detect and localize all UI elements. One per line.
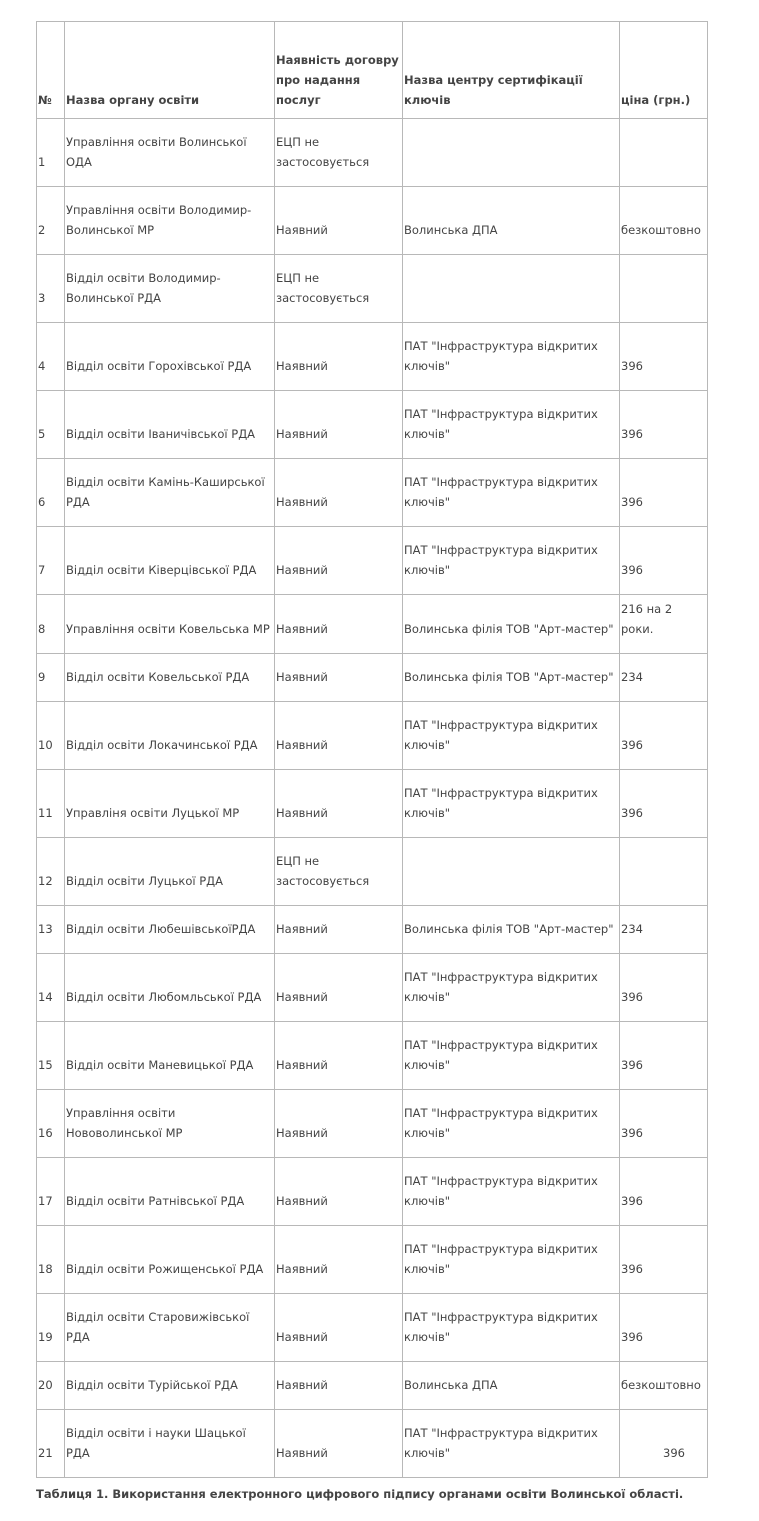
cell-num: 16 <box>37 1090 65 1158</box>
cell-contract: Наявний <box>275 654 403 702</box>
table-row <box>37 1158 708 1226</box>
cell-org: Відділ освіти Старовижівської РДА <box>65 1294 275 1362</box>
cell-center: ПАТ "Інфраструктура відкритих ключів" <box>403 459 620 527</box>
cell-center: ПАТ "Інфраструктура відкритих ключів" <box>403 1090 620 1158</box>
table-row <box>37 702 708 770</box>
table-row <box>37 255 708 323</box>
table-row <box>37 770 708 838</box>
cell-num: 19 <box>37 1294 65 1362</box>
cell-contract: Наявний <box>275 954 403 1022</box>
cell-org: Відділ освіти Володимир-Волинської РДА <box>65 255 275 323</box>
cell-price: 234 <box>620 906 708 954</box>
cell-center: Волинська філія ТОВ "Арт-мастер" <box>403 595 620 654</box>
table-body <box>37 119 708 1478</box>
cell-center: ПАТ "Інфраструктура відкритих ключів" <box>403 1158 620 1226</box>
cell-org: Відділ освіти Луцької РДА <box>65 838 275 906</box>
cell-num: 7 <box>37 527 65 595</box>
cell-org: Відділ освіти Локачинської РДА <box>65 702 275 770</box>
cell-contract: Наявний <box>275 391 403 459</box>
header-num: № <box>37 22 65 119</box>
table-caption: Таблиця 1. Використання електронного цифрового підпису органами освіти Волинської області. <box>36 1487 684 1501</box>
cell-num: 3 <box>37 255 65 323</box>
cell-org: Відділ освіти Рожищенської РДА <box>65 1226 275 1294</box>
cell-price: 396 <box>620 391 708 459</box>
cell-contract: Наявний <box>275 770 403 838</box>
table-row <box>37 527 708 595</box>
table-row <box>37 391 708 459</box>
cell-price: 396 <box>620 954 708 1022</box>
cell-center: Волинська філія ТОВ "Арт-мастер" <box>403 906 620 954</box>
cell-price: 396 <box>620 1158 708 1226</box>
header-center: Назва центру сертифікації ключів <box>403 22 620 119</box>
table-row <box>37 654 708 702</box>
table-row <box>37 1226 708 1294</box>
cell-contract: Наявний <box>275 906 403 954</box>
table-row <box>37 459 708 527</box>
cell-org: Відділ освіти Маневицької РДА <box>65 1022 275 1090</box>
cell-center: Волинська філія ТОВ "Арт-мастер" <box>403 654 620 702</box>
cell-contract: Наявний <box>275 1022 403 1090</box>
table-row <box>37 1294 708 1362</box>
cell-org: Управліня освіти Луцької МР <box>65 770 275 838</box>
cell-org: Відділ освіти Ратнівської РДА <box>65 1158 275 1226</box>
table-header <box>37 22 708 119</box>
cell-contract: ЕЦП не застосовується <box>275 255 403 323</box>
cell-org: Управління освіти Ковельська МР <box>65 595 275 654</box>
cell-org: Управління освіти Нововолинської МР <box>65 1090 275 1158</box>
cell-org: Відділ освіти Турійської РДА <box>65 1362 275 1410</box>
table-row <box>37 1090 708 1158</box>
cell-price: 396 <box>620 459 708 527</box>
cell-contract: ЕЦП не застосовується <box>275 119 403 187</box>
cell-contract: Наявний <box>275 1362 403 1410</box>
table-row <box>37 1410 708 1478</box>
cell-center: ПАТ "Інфраструктура відкритих ключів" <box>403 702 620 770</box>
cell-contract: Наявний <box>275 1226 403 1294</box>
cell-contract: Наявний <box>275 595 403 654</box>
header-row <box>37 22 708 119</box>
cell-center <box>403 255 620 323</box>
cell-contract: Наявний <box>275 527 403 595</box>
cell-num: 20 <box>37 1362 65 1410</box>
cell-center: ПАТ "Інфраструктура відкритих ключів" <box>403 1294 620 1362</box>
table-row <box>37 838 708 906</box>
cell-price: 234 <box>620 654 708 702</box>
cell-contract: Наявний <box>275 702 403 770</box>
cell-center: ПАТ "Інфраструктура відкритих ключів" <box>403 770 620 838</box>
cell-org: Управління освіти Волинської ОДА <box>65 119 275 187</box>
cell-center <box>403 119 620 187</box>
cell-center <box>403 838 620 906</box>
cell-num: 2 <box>37 187 65 255</box>
cell-num: 4 <box>37 323 65 391</box>
cell-price: 396 <box>620 1294 708 1362</box>
cell-center: ПАТ "Інфраструктура відкритих ключів" <box>403 527 620 595</box>
cell-org: Відділ освіти Любомльської РДА <box>65 954 275 1022</box>
cell-center: ПАТ "Інфраструктура відкритих ключів" <box>403 391 620 459</box>
cell-num: 6 <box>37 459 65 527</box>
cell-price: 396 <box>620 527 708 595</box>
cell-num: 13 <box>37 906 65 954</box>
cell-contract: Наявний <box>275 459 403 527</box>
table-row <box>37 954 708 1022</box>
cell-num: 18 <box>37 1226 65 1294</box>
cell-price: 396 <box>620 323 708 391</box>
cell-num: 5 <box>37 391 65 459</box>
cell-center: Волинська ДПА <box>403 1362 620 1410</box>
cell-org: Відділ освіти ЛюбешівськоїРДА <box>65 906 275 954</box>
cell-center: Волинська ДПА <box>403 187 620 255</box>
cell-center: ПАТ "Інфраструктура відкритих ключів" <box>403 1226 620 1294</box>
cell-num: 8 <box>37 595 65 654</box>
cell-num: 10 <box>37 702 65 770</box>
table-row <box>37 595 708 654</box>
cell-price <box>620 255 708 323</box>
table-row <box>37 119 708 187</box>
table-row <box>37 187 708 255</box>
cell-contract: Наявний <box>275 323 403 391</box>
cell-org: Відділ освіти Горохівської РДА <box>65 323 275 391</box>
cell-contract: Наявний <box>275 187 403 255</box>
cell-num: 11 <box>37 770 65 838</box>
cell-price: безкоштовно <box>620 187 708 255</box>
cell-num: 15 <box>37 1022 65 1090</box>
cell-contract: ЕЦП не застосовується <box>275 838 403 906</box>
cell-contract: Наявний <box>275 1294 403 1362</box>
cell-center: ПАТ "Інфраструктура відкритих ключів" <box>403 323 620 391</box>
cell-price: 216 на 2 роки. <box>620 595 708 654</box>
cell-num: 21 <box>37 1410 65 1478</box>
table-row <box>37 1022 708 1090</box>
cell-price: 396 <box>620 1022 708 1090</box>
cell-price: 396 <box>620 1090 708 1158</box>
header-price: ціна (грн.) <box>620 22 708 119</box>
cell-contract: Наявний <box>275 1090 403 1158</box>
header-org: Назва органу освіти <box>65 22 275 119</box>
cell-org: Відділ освіти Ковельської РДА <box>65 654 275 702</box>
table-row <box>37 323 708 391</box>
cell-num: 9 <box>37 654 65 702</box>
cell-center: ПАТ "Інфраструктура відкритих ключів" <box>403 954 620 1022</box>
cell-org: Відділ освіти Іваничівської РДА <box>65 391 275 459</box>
cell-contract: Наявний <box>275 1410 403 1478</box>
header-contract: Наявність договру про надання послуг <box>275 22 403 119</box>
cell-org: Відділ освіти Камінь-Каширської РДА <box>65 459 275 527</box>
cell-price: 396 <box>620 770 708 838</box>
cell-price <box>620 838 708 906</box>
table-row <box>37 906 708 954</box>
cell-org: Управління освіти Володимир-Волинської МР <box>65 187 275 255</box>
cell-org: Відділ освіти і науки Шацької РДА <box>65 1410 275 1478</box>
table-row <box>37 1362 708 1410</box>
education-ecp-table <box>36 21 708 1478</box>
cell-num: 14 <box>37 954 65 1022</box>
cell-num: 1 <box>37 119 65 187</box>
cell-price: 396 <box>620 702 708 770</box>
cell-price: 396 <box>620 1226 708 1294</box>
cell-num: 17 <box>37 1158 65 1226</box>
cell-center: ПАТ "Інфраструктура відкритих ключів" <box>403 1410 620 1478</box>
cell-org: Відділ освіти Ківерцівської РДА <box>65 527 275 595</box>
cell-price: 396 <box>620 1410 708 1478</box>
cell-center: ПАТ "Інфраструктура відкритих ключів" <box>403 1022 620 1090</box>
cell-contract: Наявний <box>275 1158 403 1226</box>
cell-num: 12 <box>37 838 65 906</box>
cell-price: безкоштовно <box>620 1362 708 1410</box>
cell-price <box>620 119 708 187</box>
